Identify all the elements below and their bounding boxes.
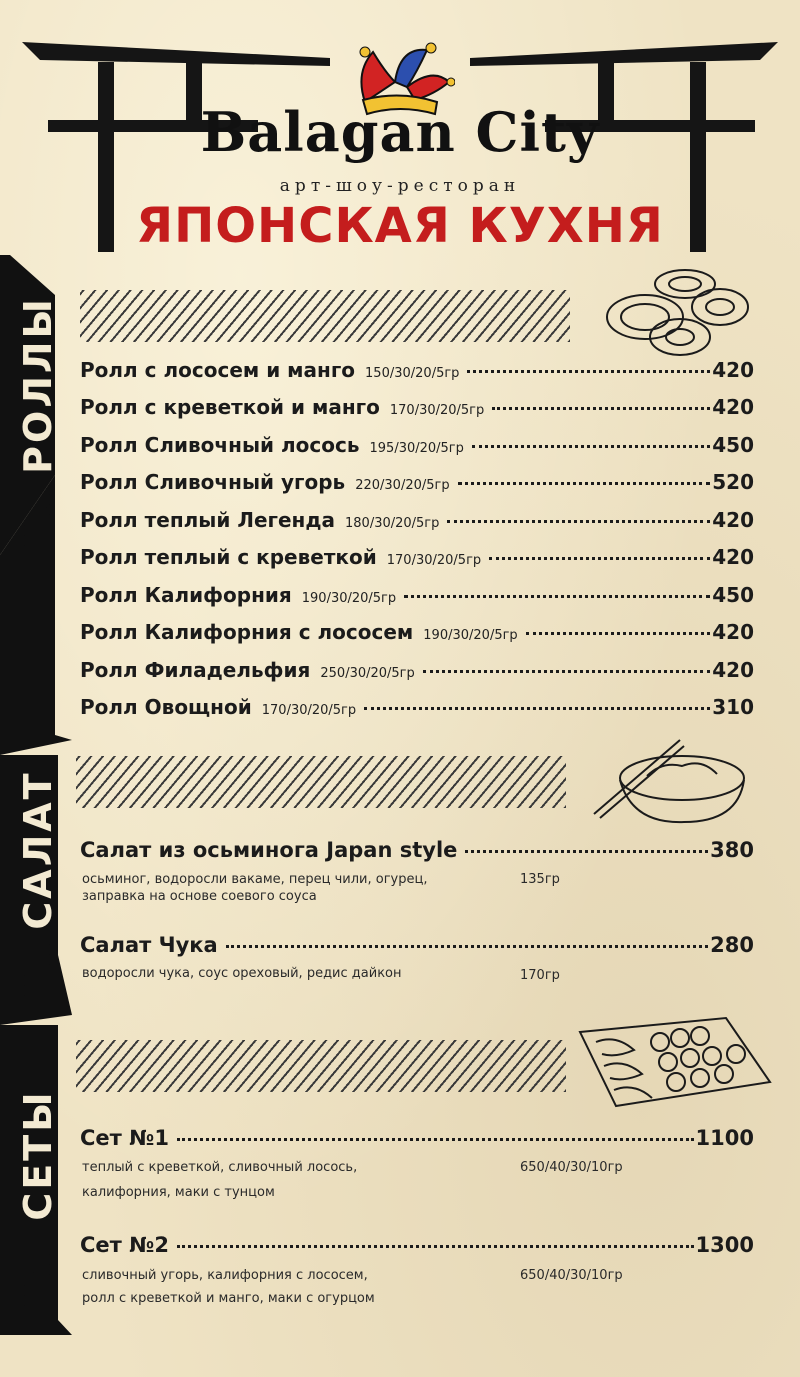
dot-leader bbox=[404, 595, 710, 598]
menu-item-name: Ролл Овощной bbox=[80, 695, 252, 719]
menu-item-salad bbox=[80, 933, 754, 963]
dot-leader bbox=[177, 1138, 694, 1141]
dot-leader bbox=[364, 707, 710, 710]
menu-item-roll bbox=[80, 583, 754, 613]
menu-item-set bbox=[80, 1126, 754, 1156]
menu-item-description: калифорния, маки с тунцом bbox=[82, 1185, 275, 1200]
dot-leader bbox=[226, 945, 708, 948]
sushi-platter-icon bbox=[576, 1014, 772, 1110]
sidebar-label-sets: СЕТЫ bbox=[16, 1089, 60, 1221]
menu-item-name: Ролл Калифорния с лососем bbox=[80, 620, 414, 644]
category-sidebar bbox=[0, 255, 76, 1335]
dot-leader bbox=[467, 370, 710, 373]
restaurant-logo: Balagan City bbox=[200, 100, 600, 164]
menu-item-price: 420 bbox=[712, 545, 754, 569]
menu-item-name: Ролл Калифорния bbox=[80, 583, 292, 607]
menu-item-description: осьминог, водоросли вакаме, перец чили, огурец, bbox=[82, 872, 428, 887]
menu-item-price: 380 bbox=[710, 838, 754, 862]
menu-item-name: Ролл теплый Легенда bbox=[80, 508, 335, 532]
menu-item-roll bbox=[80, 508, 754, 538]
menu-item-set bbox=[80, 1233, 754, 1263]
menu-item-name: Сет №1 bbox=[80, 1126, 170, 1150]
menu-item-price: 420 bbox=[712, 658, 754, 682]
menu-item-weight: 170/30/20/5гр bbox=[386, 553, 482, 568]
menu-item-price: 420 bbox=[712, 358, 754, 382]
menu-item-name: Ролл с креветкой и манго bbox=[80, 395, 380, 419]
menu-item-description: теплый с креветкой, сливочный лосось, bbox=[82, 1160, 358, 1175]
menu-item-roll bbox=[80, 395, 754, 425]
menu-item-weight: 150/30/20/5гр bbox=[365, 366, 460, 381]
menu-item-roll bbox=[80, 695, 754, 725]
menu-item-weight: 650/40/30/10гр bbox=[520, 1160, 623, 1175]
menu-item-roll bbox=[80, 658, 754, 688]
menu-item-price: 1300 bbox=[695, 1233, 754, 1257]
salad-bowl-icon bbox=[592, 736, 752, 826]
menu-item-weight: 190/30/20/5гр bbox=[423, 628, 518, 643]
menu-item-description: сливочный угорь, калифорния с лососем, bbox=[82, 1268, 368, 1283]
menu-item-name: Сет №2 bbox=[80, 1233, 170, 1257]
page-title: ЯПОНСКАЯ КУХНЯ bbox=[136, 198, 664, 254]
menu-item-roll bbox=[80, 433, 754, 463]
menu-item-name: Ролл Сливочный угорь bbox=[80, 470, 346, 494]
dot-leader bbox=[447, 520, 710, 523]
menu-item-price: 1100 bbox=[695, 1126, 754, 1150]
menu-item-weight: 190/30/20/5гр bbox=[301, 591, 397, 606]
menu-item-name: Салат Чука bbox=[80, 933, 218, 957]
menu-item-weight: 170/30/20/5гр bbox=[389, 403, 485, 418]
menu-item-weight: 170/30/20/5гр bbox=[261, 703, 357, 718]
sidebar-label-salad: САЛАТ bbox=[16, 770, 60, 930]
menu-item-name: Ролл Сливочный лосось bbox=[80, 433, 360, 457]
menu-item-roll bbox=[80, 545, 754, 575]
dot-leader bbox=[492, 407, 710, 410]
menu-item-description: водоросли чука, соус ореховый, редис дайкон bbox=[82, 966, 402, 981]
menu-item-salad bbox=[80, 838, 754, 868]
menu-item-price: 310 bbox=[712, 695, 754, 719]
menu-item-roll bbox=[80, 470, 754, 500]
menu-item-weight: 180/30/20/5гр bbox=[345, 516, 440, 531]
menu-item-name: Ролл Филадельфия bbox=[80, 658, 311, 682]
sushi-rolls-icon bbox=[600, 262, 760, 362]
sets-divider bbox=[76, 1040, 566, 1092]
menu-item-name: Ролл теплый с креветкой bbox=[80, 545, 377, 569]
salad-divider bbox=[76, 756, 566, 808]
menu-item-name: Ролл с лососем и манго bbox=[80, 358, 356, 382]
menu-item-price: 420 bbox=[712, 620, 754, 644]
menu-item-weight: 250/30/20/5гр bbox=[320, 666, 415, 681]
menu-item-price: 520 bbox=[712, 470, 754, 494]
menu-item-price: 420 bbox=[712, 395, 754, 419]
rolls-divider bbox=[80, 290, 570, 342]
sidebar-label-rolls: РОЛЛЫ bbox=[16, 296, 60, 474]
menu-item-weight: 170гр bbox=[520, 968, 560, 983]
dot-leader bbox=[177, 1245, 694, 1248]
menu-item-weight: 650/40/30/10гр bbox=[520, 1268, 623, 1283]
menu-item-weight: 195/30/20/5гр bbox=[369, 441, 464, 456]
menu-item-weight: 220/30/20/5гр bbox=[355, 478, 450, 493]
dot-leader bbox=[472, 445, 710, 448]
menu-item-roll bbox=[80, 620, 754, 650]
menu-item-name: Салат из осьминога Japan style bbox=[80, 838, 458, 862]
dot-leader bbox=[423, 670, 710, 673]
restaurant-subtitle: арт-шоу-ресторан bbox=[279, 176, 521, 196]
menu-item-description: ролл с креветкой и манго, маки с огурцом bbox=[82, 1291, 375, 1306]
menu-item-description: заправка на основе соевого соуса bbox=[82, 889, 317, 904]
menu-item-price: 280 bbox=[710, 933, 754, 957]
dot-leader bbox=[489, 557, 710, 560]
menu-header bbox=[0, 0, 800, 260]
menu-item-price: 450 bbox=[712, 433, 754, 457]
dot-leader bbox=[458, 482, 711, 485]
dot-leader bbox=[465, 850, 708, 853]
menu-item-weight: 135гр bbox=[520, 872, 560, 887]
menu-item-price: 450 bbox=[712, 583, 754, 607]
menu-item-roll bbox=[80, 358, 754, 388]
menu-item-price: 420 bbox=[712, 508, 754, 532]
dot-leader bbox=[526, 632, 711, 635]
